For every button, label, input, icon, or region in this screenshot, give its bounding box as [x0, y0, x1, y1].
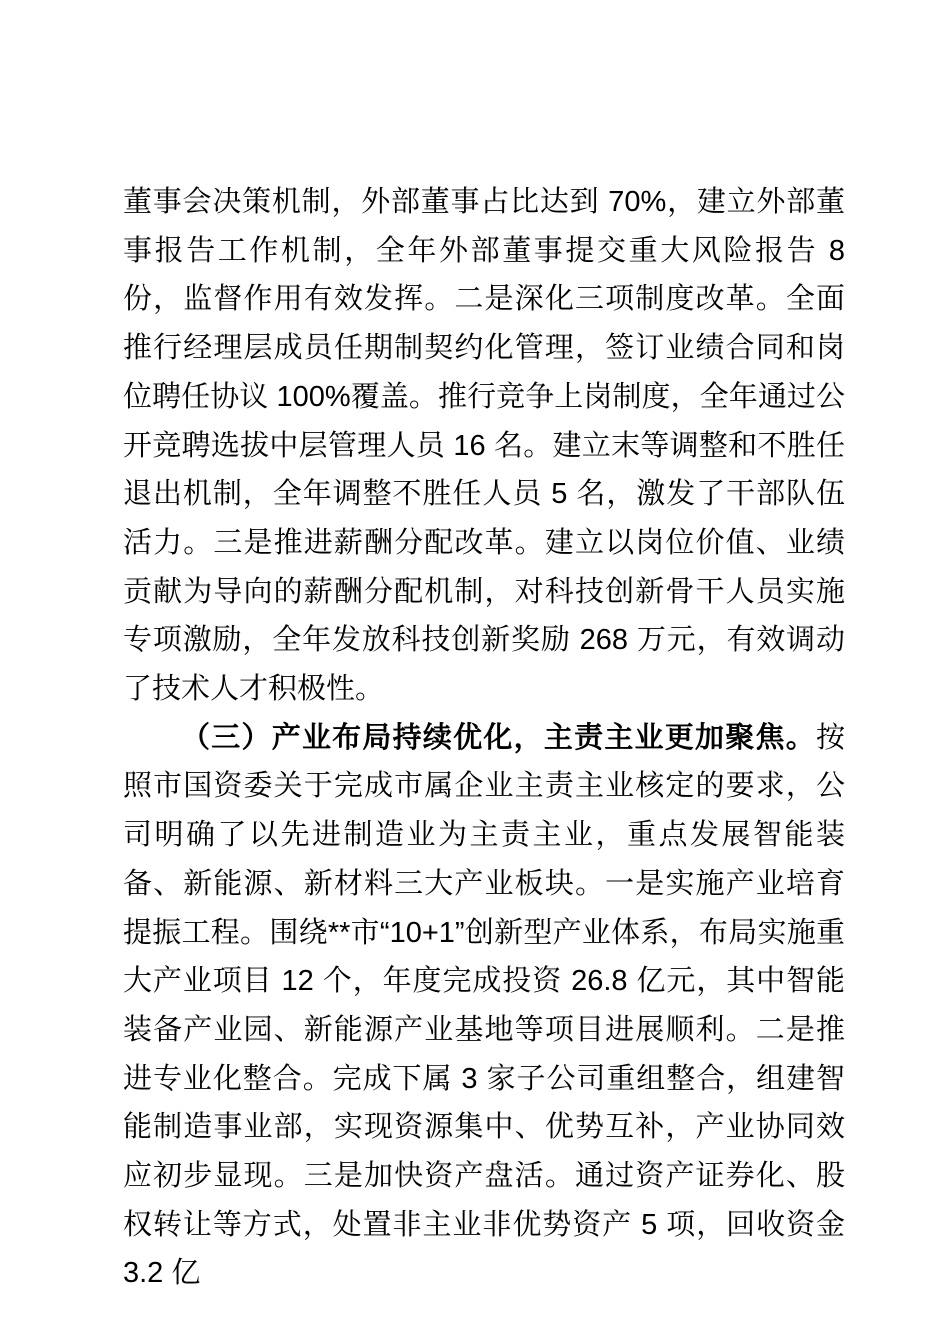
- body-text-run: 董事会决策机制，外部董事占比达到 70%，建立外部董事报告工作机制，全年外部董事提交重大风险报告 8 份，监督作用有效发挥。二是深化三项制度改革。全面推行经理层成员任期制契约化管理，签订业绩合同和岗位聘任协议 100%覆盖。推行竞争上岗制度，全年通过公开竞聘选拔中层管理人员 16 名。建立末等调整和不胜任退出机制，全年调整不胜任人员 5 名，激发了干部队伍活力。三是推进薪酬分配改革。建立以岗位价值、业绩贡献为导向的薪酬分配机制，对科技创新骨干人员实施专项激励，全年发放科技创新奖励 268 万元，有效调动了技术人才积极性。: [123, 186, 845, 706]
- body-text-run: 按照市国资委关于完成市属企业主责主业核定的要求，公司明确了以先进制造业为主责主业，重点发展智能装备、新能源、新材料三大产业板块。一是实施产业培育提振工程。围绕**市“10+1”创新型产业体系，布局实施重大产业项目 12 个，年度完成投资 26.8 亿元，其中智能装备产业园、新能源产业基地等项目进展顺利。二是推进专业化整合。完成下属 3 家子公司重组整合，组建智能制造事业部，实现资源集中、优势互补，产业协同效应初步显现。三是加快资产盘活。通过资产证券化、股权转让等方式，处置非主业非优势资产 5 项，回收资金 3.2 亿: [123, 721, 845, 1290]
- section-heading-run: （三）产业布局持续优化，主责主业更加聚焦。: [181, 721, 816, 754]
- paragraph-continuation: [123, 178, 845, 714]
- paragraph-section-three: [123, 714, 845, 1298]
